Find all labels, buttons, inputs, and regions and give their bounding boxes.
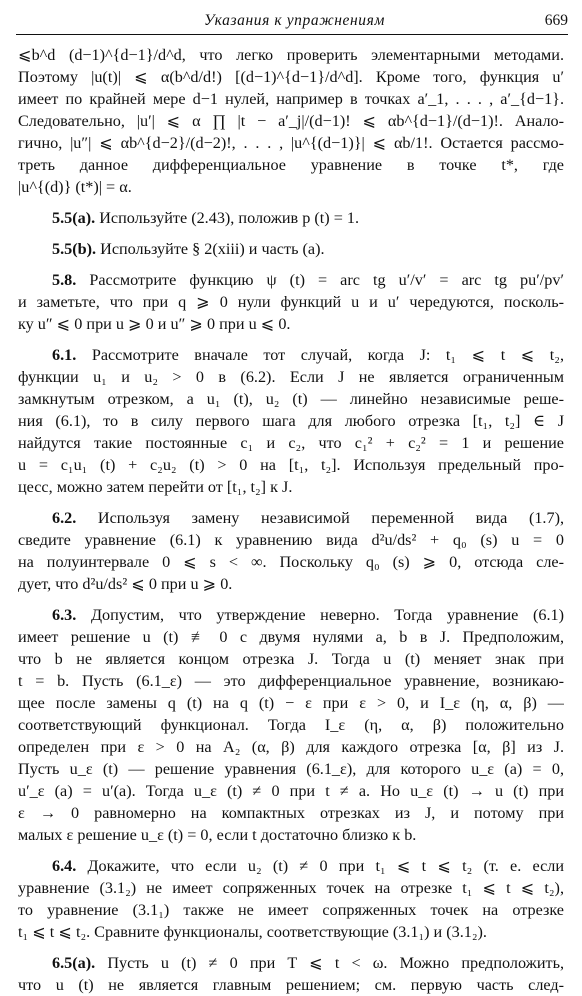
text-line bbox=[18, 344, 564, 366]
text-line: t = b. Пусть (6.1_ε) — это дифференциальное уравнение, возникаю- bbox=[18, 672, 564, 690]
text-line bbox=[18, 952, 564, 974]
text-line: ния (6.1), то в силу первого шага для любого отрезка [t₁, t₂] ∈ J bbox=[18, 412, 564, 430]
text-line: найдутся такие постоянные c₁ и c₂, что c₁² + c₂² = 1 и решение bbox=[18, 434, 564, 452]
text-line: u′_ε (a) = u′(a). Тогда u_ε (t) ≠ 0 при t ≠ a. Но u_ε (t) → u (t) при bbox=[18, 782, 564, 800]
text-line: ку u″ ⩽ 0 при u ⩾ 0 и u″ ⩾ 0 при u ⩽ 0. bbox=[18, 315, 291, 333]
text-line: то уравнение (3.1₁) также не имеет сопряженных точек на отрезке bbox=[18, 901, 564, 919]
text-line: имеет по крайней мере d−1 нулей, например в точках a′_1, . . . , a′_{d−1}. bbox=[18, 90, 564, 108]
text-line: треть данное дифференциальное уравнение в точке t*, где bbox=[18, 156, 564, 174]
text-line: малых ε решение u_ε (t) = 0, если t достаточно близко к b. bbox=[18, 826, 417, 844]
line-text: Докажите, что если u₂ (t) ≠ 0 при t₁ ⩽ t ⩽ t₂ (т. е. если bbox=[87, 857, 564, 875]
text-line: дует, что d²u/ds² ⩽ 0 при u ⩾ 0. bbox=[18, 575, 233, 593]
text-line bbox=[18, 855, 564, 877]
text-line bbox=[18, 238, 564, 260]
page-number: 669 bbox=[544, 12, 568, 29]
text-line: имеет решение u (t) ≢ 0 с двумя нулями a, b в J. Предположим, bbox=[18, 628, 564, 646]
text-line: t₁ ⩽ t ⩽ t₂. Сравните функционалы, соответствующие (3.1₁) и (3.1₂). bbox=[18, 923, 487, 941]
paragraph-5-5a bbox=[18, 207, 564, 229]
text-line: соответствующий функционал. Тогда I_ε (η, α, β) положительно bbox=[18, 716, 564, 734]
line-text: Допустим, что утверждение неверно. Тогда уравнение (6.1) bbox=[90, 606, 564, 624]
text-line: на полуинтервале 0 ⩽ s < ∞. Поскольку q₀ (s) ⩾ 0, отсюда сле- bbox=[18, 553, 564, 571]
exercise-number: 6.4. bbox=[52, 857, 77, 875]
line-text: Используйте § 2(xiii) и часть (a). bbox=[100, 240, 325, 258]
exercise-number: 6.5(a). bbox=[52, 954, 96, 972]
text-line: гично, |u″| ⩽ αb^{d−2}/(d−2)!, . . . , |u^{(d−1)}| ⩽ αb/1!. Остается рассмо- bbox=[18, 134, 564, 152]
paragraph-6-3 bbox=[18, 604, 564, 846]
paragraph-5-5b bbox=[18, 238, 564, 260]
text-line bbox=[18, 269, 564, 291]
paragraph-6-2 bbox=[18, 507, 564, 595]
running-head-title: Указания к упражнениям bbox=[204, 12, 385, 29]
line-text: Рассмотрите функцию ψ (t) = arc tg u′/v′ = arc tg pu′/pv′ bbox=[89, 271, 564, 289]
text-line: что b не является концом отрезка J. Тогда u (t) меняет знак при bbox=[18, 650, 564, 668]
line-text: Используя замену независимой переменной вида (1.7), bbox=[97, 509, 564, 527]
exercise-number: 5.5(a). bbox=[52, 209, 96, 227]
exercise-number: 6.3. bbox=[52, 606, 77, 624]
exercise-number: 6.1. bbox=[52, 346, 77, 364]
text-line: определен при ε > 0 на A₂ (α, β) для каждого отрезка [α, β] из J. bbox=[18, 738, 564, 756]
text-line bbox=[18, 207, 564, 229]
text-line: сведите уравнение (6.1) к уравнению вида d²u/ds² + q₀ (s) u = 0 bbox=[18, 531, 564, 549]
text-line: замкнутым отрезком, а u₁ (t), u₂ (t) — линейно независимые реше- bbox=[18, 390, 564, 408]
text-line: Поэтому |u(t)| ⩽ α(b^d/d!) [(d−1)^{d−1}/d^d]. Кроме того, функция u′ bbox=[18, 68, 564, 86]
text-line: и заметьте, что при q ⩾ 0 нули функций u и u′ чередуются, посколь- bbox=[18, 293, 564, 311]
line-text: Пусть u (t) ≠ 0 при T ⩽ t < ω. Можно предположить, bbox=[107, 954, 564, 972]
text-line: функции u₁ и u₂ > 0 в (6.2). Если J не является ограниченным bbox=[18, 368, 564, 386]
text-line: щее после замены q (t) на q (t) − ε при ε > 0, и I_ε (η, α, β) — bbox=[18, 694, 564, 712]
text-line: u = c₁u₁ (t) + c₂u₂ (t) > 0 на [t₁, t₂]. Используя предельный про- bbox=[18, 456, 564, 474]
paragraph-6-5a bbox=[18, 952, 564, 996]
exercise-number: 5.5(b). bbox=[52, 240, 97, 258]
text-line bbox=[18, 507, 564, 529]
exercise-number: 6.2. bbox=[52, 509, 77, 527]
paragraph-6-4 bbox=[18, 855, 564, 943]
text-line: ⩽b^d (d−1)^{d−1}/d^d, что легко проверить элементарными методами. bbox=[18, 46, 564, 64]
paragraph-continuation bbox=[18, 44, 564, 198]
text-line: цесс, можно затем перейти от [t₁, t₂] к J. bbox=[18, 478, 293, 496]
text-line: Пусть u_ε (t) — решение уравнения (6.1_ε), для которого u_ε (a) = 0, bbox=[18, 760, 564, 778]
paragraph-5-8 bbox=[18, 269, 564, 335]
paragraph-6-1 bbox=[18, 344, 564, 498]
exercise-number: 5.8. bbox=[52, 271, 77, 289]
page-body bbox=[18, 44, 564, 996]
text-line: |u^{(d)} (t*)| = α. bbox=[18, 178, 132, 196]
text-line bbox=[18, 604, 564, 626]
text-line: Следовательно, |u′| ⩽ α ∏ |t − a′_j|/(d−1)! ⩽ αb^{d−1}/(d−1)!. Анало- bbox=[18, 112, 564, 130]
line-text: Рассмотрите вначале тот случай, когда J: t₁ ⩽ t ⩽ t₂, bbox=[91, 346, 564, 364]
text-line: уравнение (3.1₂) не имеет сопряженных точек на отрезке t₁ ⩽ t ⩽ t₂), bbox=[18, 879, 564, 897]
text-line: ε → 0 равномерно на компактных отрезках из J, и потому при bbox=[18, 804, 564, 822]
running-head bbox=[16, 10, 568, 35]
text-line: что u (t) не является главным решением; см. первую часть след- bbox=[18, 976, 564, 994]
line-text: Используйте (2.43), положив p (t) = 1. bbox=[99, 209, 360, 227]
